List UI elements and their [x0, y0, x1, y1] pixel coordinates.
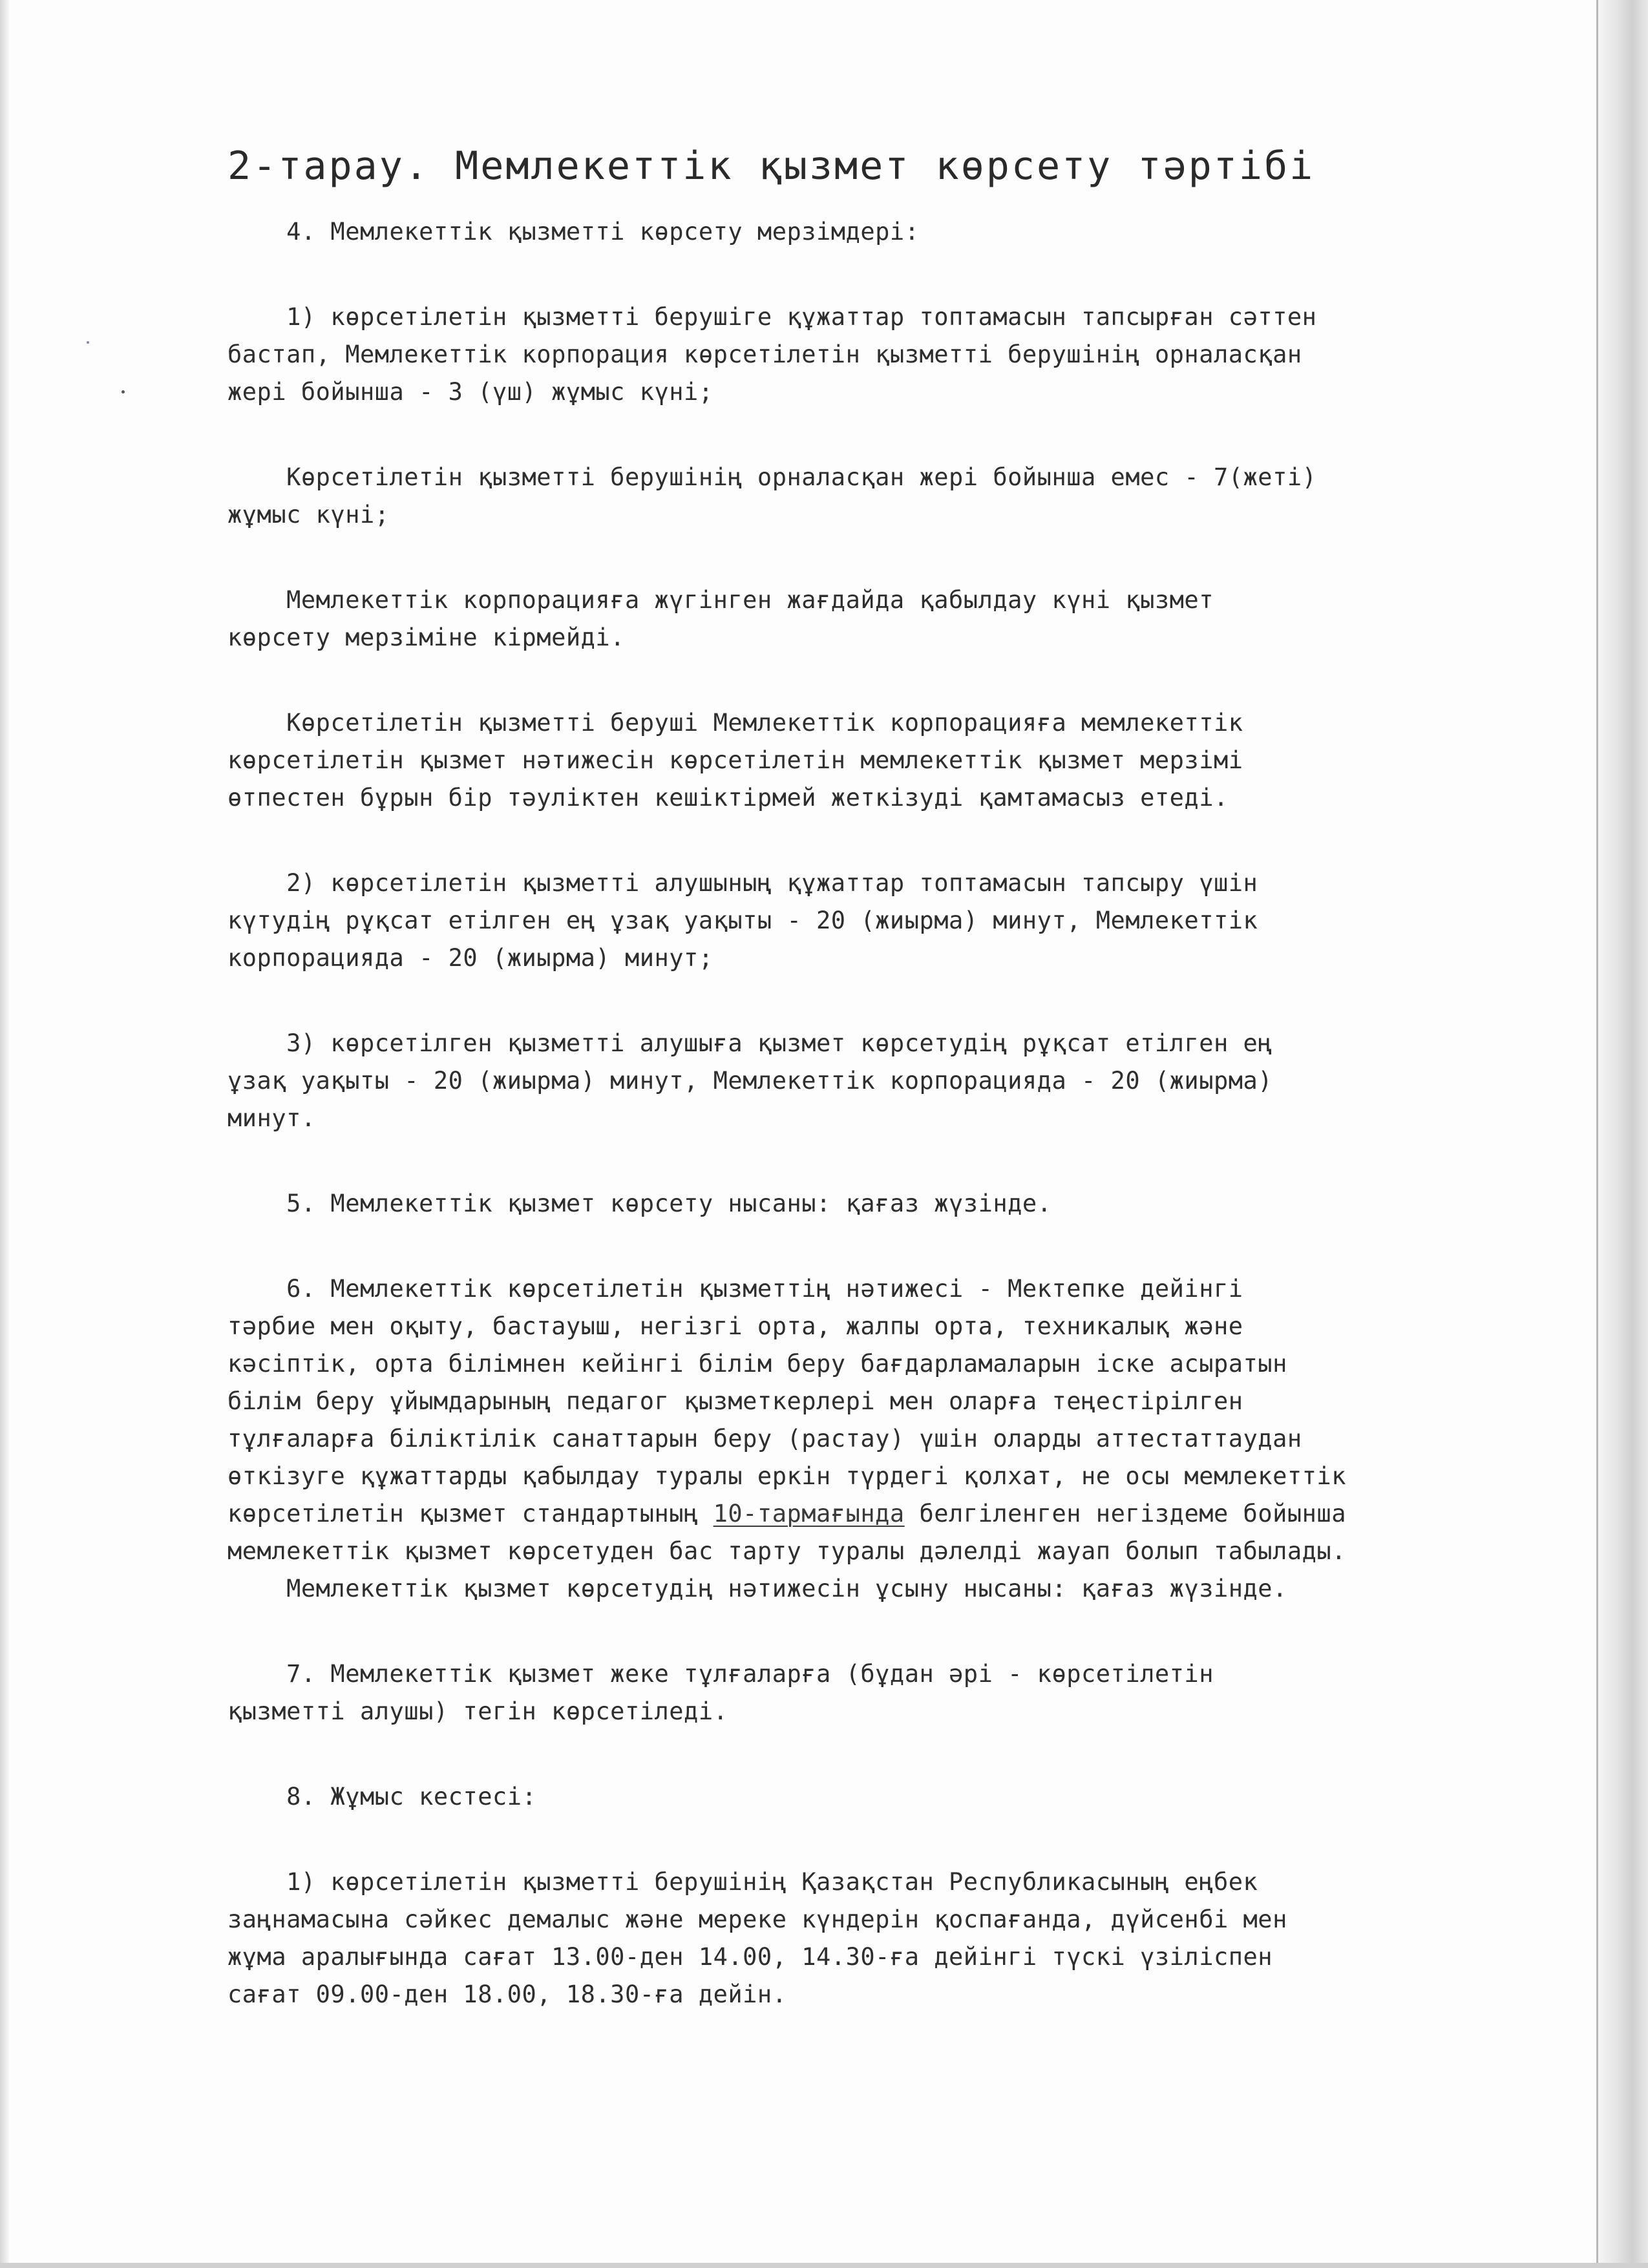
item-8-sub1: [227, 1864, 1507, 2013]
text-line: қызметті алушы) тегін көрсетіледі.: [227, 1697, 728, 1725]
text-line: 3) көрсетілген қызметті алушыға қызмет көрсетудің рұқсат етілген ең: [227, 1029, 1273, 1057]
item-4-sub3: [227, 1025, 1507, 1137]
text-fragment: белгіленген негіздеме бойынша: [904, 1500, 1346, 1528]
text-line: Көрсетілетін қызметті беруші Мемлекеттік корпорацияға мемлекеттік: [227, 709, 1243, 737]
text-line: 1) көрсетілетін қызметті берушіге құжаттар топтамасын тапсырған сәттен: [227, 303, 1317, 331]
item-4-sub1: [227, 299, 1507, 411]
item-5: 5. Мемлекеттік қызмет көрсету нысаны: қағаз жүзінде.: [227, 1190, 1052, 1217]
text-line: Көрсетілетін қызметті берушінің орналасқан жері бойынша емес - 7(жеті): [227, 463, 1317, 491]
text-line: жері бойынша - 3 (үш) жұмыс күні;: [227, 378, 713, 406]
text-line: тәрбие мен оқыту, бастауыш, негізгі орта, жалпы орта, техникалық және: [227, 1312, 1243, 1340]
scan-edge-bottom: [0, 2263, 1648, 2268]
text-line: білім беру ұйымдарының педагог қызметкерлері мен оларға теңестірілген: [227, 1387, 1243, 1415]
text-line: 7. Мемлекеттік қызмет жеке тұлғаларға (бұдан әрі - көрсетілетін: [227, 1660, 1214, 1688]
item-7: [227, 1655, 1507, 1730]
scan-speck: [121, 390, 125, 394]
scan-edge-line: [1596, 0, 1598, 2268]
text-line: кәсіптік, орта білімнен кейінгі білім беру бағдарламаларын іске асыратын: [227, 1350, 1287, 1378]
text-line: ұзақ уақыты - 20 (жиырма) минут, Мемлекеттік корпорацияда - 20 (жиырма): [227, 1067, 1273, 1095]
text-line: минут.: [227, 1104, 316, 1132]
text-line: күтудің рұқсат етілген ең ұзақ уақыты - 20 (жиырма) минут, Мемлекеттік: [227, 907, 1258, 934]
scan-speck: [87, 341, 89, 344]
text-line: корпорацияда - 20 (жиырма) минут;: [227, 944, 713, 972]
text-line: көрсетілетін қызмет нәтижесін көрсетілетін мемлекеттік қызмет мерзімі: [227, 746, 1243, 774]
text-line: жұмыс күні;: [227, 501, 390, 529]
text-line: Мемлекеттік корпорацияға жүгінген жағдайда қабылдау күні қызмет: [227, 586, 1214, 614]
section-heading: 2-тарау. Мемлекеттік қызмет көрсету тәртібі: [227, 143, 1315, 189]
text-line: заңнамасына сәйкес демалыс және мереке күндерін қоспағанда, дүйсенбі мен: [227, 1906, 1287, 1933]
text-fragment: көрсетілетін қызмет стандартының: [227, 1500, 713, 1528]
item-8-title: 8. Жұмыс кестесі:: [227, 1783, 537, 1811]
text-line: бастап, Мемлекеттік корпорация көрсетілетін қызметті берушінің орналасқан: [227, 341, 1302, 368]
text-line: 6. Мемлекеттік көрсетілетін қызметтің нәтижесі - Мектепке дейінгі: [227, 1275, 1243, 1303]
text-line-with-link: [227, 1495, 1507, 1533]
text-line: сағат 09.00-ден 18.00, 18.30-ға дейін.: [227, 1980, 787, 2008]
item-4-sub1b: [227, 459, 1507, 534]
item-4-sub1d: [227, 704, 1507, 817]
text-line: өткізуге құжаттарды қабылдау туралы еркін түрдегі қолхат, не осы мемлекеттік: [227, 1462, 1346, 1490]
item-6: [227, 1270, 1507, 1608]
text-line: көрсету мерзіміне кірмейді.: [227, 624, 625, 651]
text-line: жұма аралығында сағат 13.00-ден 14.00, 14.30-ға дейінгі түскі үзіліспен: [227, 1943, 1273, 1971]
item-4-title: 4. Мемлекеттік қызметті көрсету мерзімдері:: [227, 218, 920, 246]
item-4-sub2: [227, 865, 1507, 977]
text-line: тұлғаларға біліктілік санаттарын беру (растау) үшін оларды аттестаттаудан: [227, 1425, 1302, 1453]
scan-edge-left: [0, 0, 9, 2268]
clause-10-link[interactable]: 10-тармағында: [713, 1500, 905, 1528]
scan-edge-right: [1596, 0, 1648, 2268]
text-line: өтпестен бұрын бір тәуліктен кешіктірмей жеткізуді қамтамасыз етеді.: [227, 784, 1229, 812]
text-line: 2) көрсетілетін қызметті алушының құжаттар топтамасын тапсыру үшін: [227, 869, 1258, 897]
document-body: [227, 143, 1507, 2013]
text-line: мемлекеттік қызмет көрсетуден бас тарту туралы дәлелді жауап болып табылады.: [227, 1537, 1346, 1565]
text-line: Мемлекеттік қызмет көрсетудің нәтижесін ұсыну нысаны: қағаз жүзінде.: [227, 1575, 1287, 1602]
text-line: 1) көрсетілетін қызметті берушінің Қазақстан Республикасының еңбек: [227, 1868, 1258, 1896]
item-4-sub1c: [227, 582, 1507, 656]
